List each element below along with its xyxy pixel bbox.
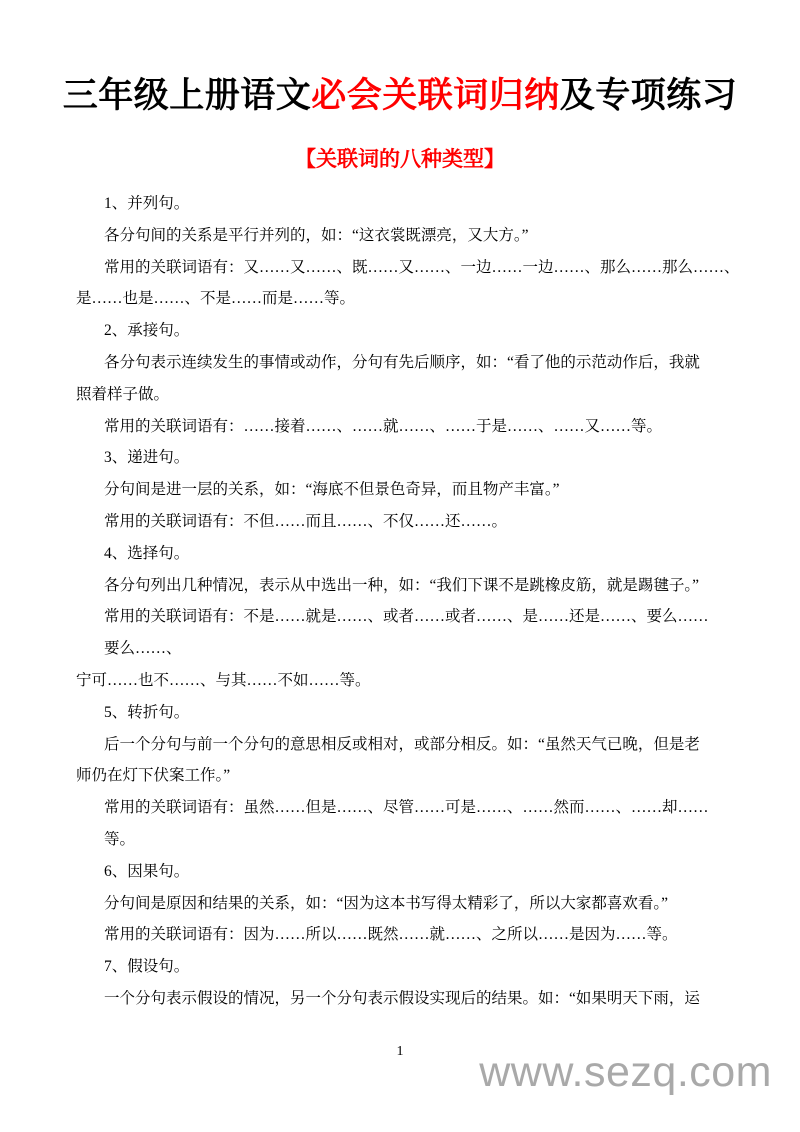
text-line: 分句间是进一层的关系，如：“海底不但景色奇异，而且物产丰富。” — [104, 481, 560, 499]
section-heading: 5、转折句。 — [104, 703, 190, 721]
text-line: 照着样子做。 — [76, 385, 170, 403]
text-line: 常用的关联词语有：……接着……、……就……、……于是……、……又……等。 — [104, 417, 663, 435]
section-subtitle: 【关联词的八种类型】 — [295, 147, 505, 171]
text-line: 常用的关联词语有：不但……而且……、不仅……还……。 — [104, 512, 508, 530]
text-line: 常用的关联词语有：不是……就是……、或者……或者……、是……还是……、要么…… — [104, 608, 709, 626]
text-line: 后一个分句与前一个分句的意思相反或相对，或部分相反。如：“虽然天气已晚，但是老 — [104, 735, 700, 753]
text-line: 各分句列出几种情况，表示从中选出一种，如：“我们下课不是跳橡皮筋，就是踢毽子。” — [104, 576, 700, 594]
document-body — [76, 188, 740, 1015]
text-line: 常用的关联词语有：虽然……但是……、尽管……可是……、……然而……、……却…… — [104, 799, 709, 817]
title-part-black-1: 三年级上册语文 — [62, 76, 312, 115]
text-line: 常用的关联词语有：又……又……、既……又……、一边……一边……、那么……那么……、 — [104, 258, 740, 276]
section-heading: 7、假设句。 — [104, 958, 190, 976]
text-line: 等。 — [104, 830, 136, 848]
text-line: 要么……、 — [104, 640, 182, 658]
text-line: 分句间是原因和结果的关系，如：“因为这本书写得太精彩了，所以大家都喜欢看。” — [104, 894, 669, 912]
section-heading: 6、因果句。 — [104, 862, 190, 880]
text-line: 各分句间的关系是平行并列的，如：“这衣裳既漂亮，又大方。” — [104, 226, 529, 244]
page-title — [0, 68, 800, 118]
text-line: 各分句表示连续发生的事情或动作，分句有先后顺序，如：“看了他的示范动作后，我就 — [104, 353, 700, 371]
text-line: 一个分句表示假设的情况，另一个分句表示假设实现后的结果。如：“如果明天下雨，运 — [104, 989, 700, 1007]
text-line: 师仍在灯下伏案工作。” — [76, 767, 231, 785]
page-number: 1 — [396, 1044, 404, 1059]
title-part-black-2: 及专项练习 — [559, 76, 738, 115]
text-line: 是……也是……、不是……而是……等。 — [76, 290, 356, 308]
section-heading: 2、承接句。 — [104, 322, 190, 340]
title-part-red: 必会关联词归纳 — [311, 76, 560, 115]
section-heading: 3、递进句。 — [104, 449, 190, 467]
watermark-text: www.sezq.com — [479, 1048, 772, 1096]
text-line: 宁可……也不……、与其……不如……等。 — [76, 671, 371, 689]
section-heading: 4、选择句。 — [104, 544, 190, 562]
text-line: 常用的关联词语有：因为……所以……既然……就……、之所以……是因为……等。 — [104, 926, 678, 944]
section-heading: 1、并列句。 — [104, 195, 190, 212]
